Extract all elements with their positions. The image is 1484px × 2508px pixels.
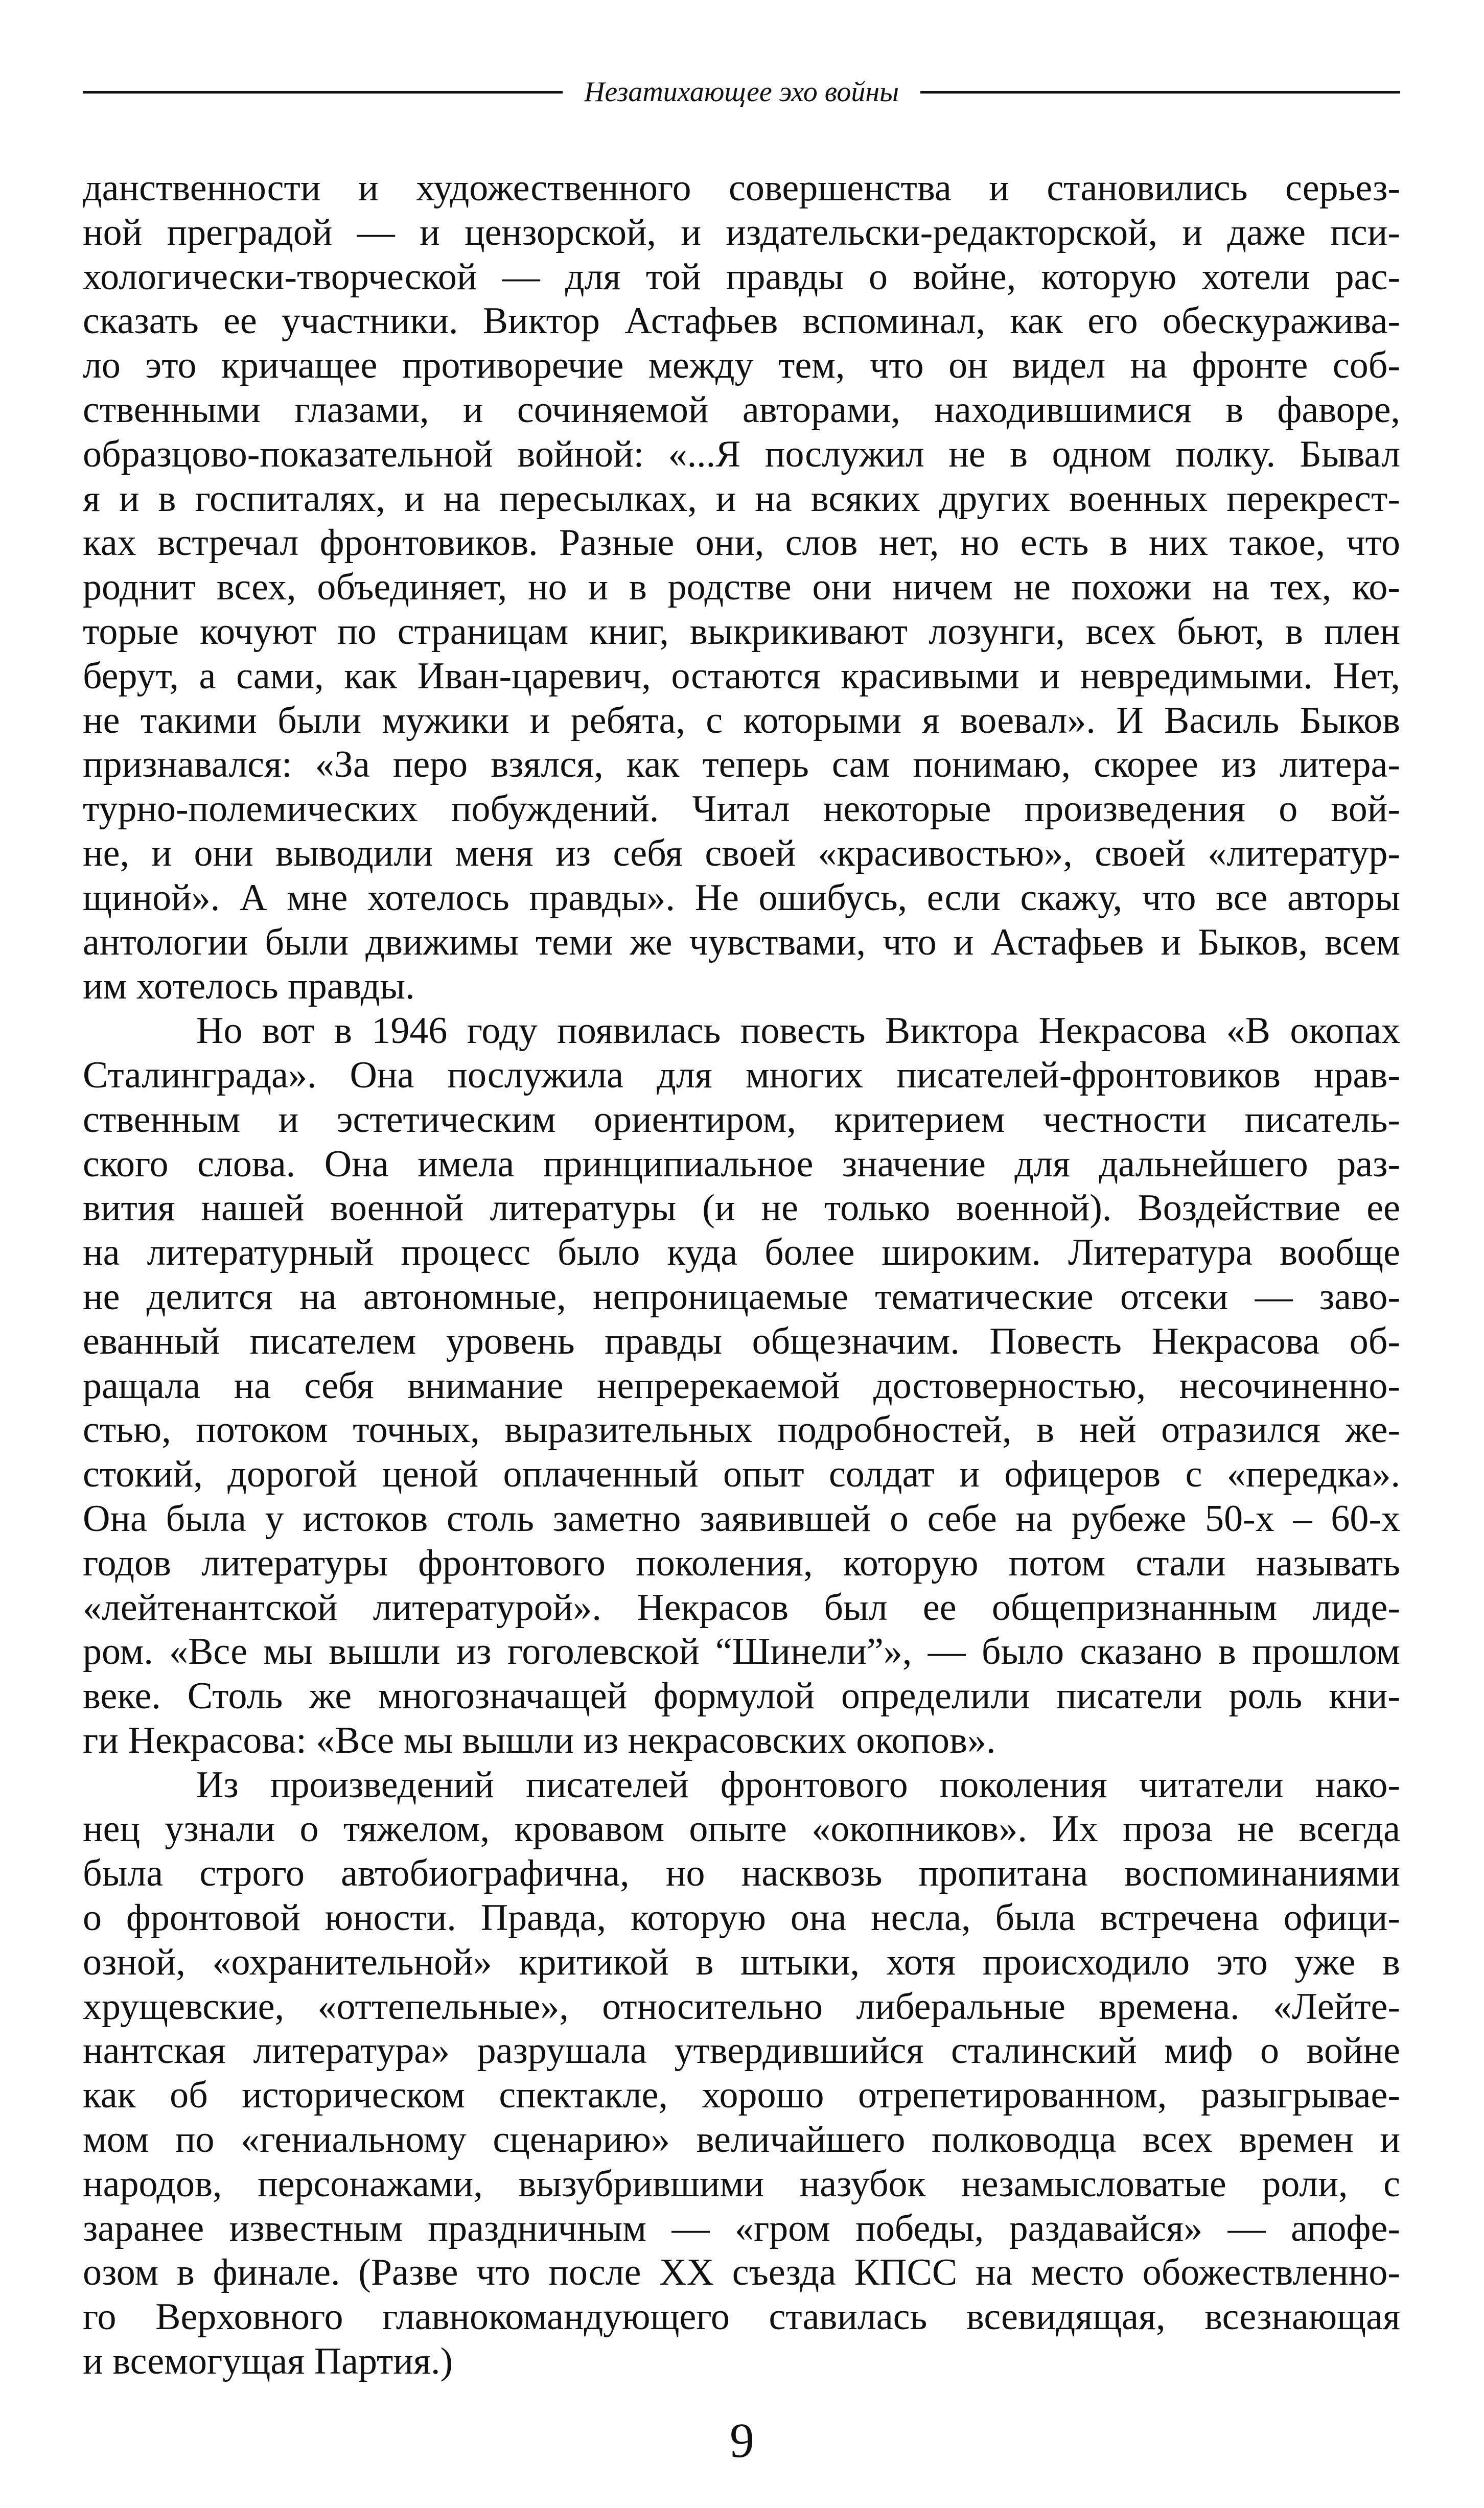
header-rule-left [83,91,563,94]
body-text [83,166,1400,2384]
text-line: «лейтенантской литературой». Некрасов был ее общепризнанным лиде- [83,1586,1400,1629]
text-line: ращала на себя внимание непререкаемой достоверностью, несочиненно- [83,1364,1400,1407]
text-line: ной преградой — и цензорской, и издательски-редакторской, и даже пси- [83,211,1400,253]
running-header [83,72,1400,112]
text-line: народов, персонажами, вызубрившими назубок незамысловатые роли, с [83,2163,1400,2205]
header-rule-right [920,91,1400,94]
text-line: торые кочуют по страницам книг, выкрикивают лозунги, всех бьют, в плен [83,610,1400,653]
text-line: Она была у истоков столь заметно заявившей о себе на рубеже 50-х – 60-х [83,1497,1400,1540]
text-line: Из произведений писателей фронтового поколения читатели нако- [196,1763,1400,1806]
text-line: и всемогущая Партия.) [83,2340,453,2383]
text-line: мом по «гениальному сценарию» величайшего полководца всех времен и [83,2119,1400,2161]
text-line: была строго автобиографична, но насквозь пропитана воспоминаниями [83,1852,1400,1895]
text-line: я и в госпиталях, и на пересылках, и на всяких других военных перекрест- [83,477,1400,520]
text-line: хологически-творческой — для той правды о войне, которую хотели рас- [83,256,1400,298]
text-line: признавался: «За перо взялся, как теперь сам понимаю, скорее из литера- [83,744,1400,786]
text-line: турно-полемических побуждений. Читал некоторые произведения о вой- [83,788,1400,830]
running-title: Незатихающее эхо войны [584,76,899,108]
text-line: ского слова. Она имела принципиальное значение для дальнейшего раз- [83,1143,1400,1185]
text-line: вития нашей военной литературы (и не только военной). Воздействие ее [83,1187,1400,1229]
text-line: Сталинграда». Она послужила для многих писателей-фронтовиков нрав- [83,1054,1400,1096]
text-line: ственным и эстетическим ориентиром, критерием честности писатель- [83,1098,1400,1141]
text-line: ственными глазами, и сочиняемой авторами, находившимися в фаворе, [83,388,1400,431]
text-line: ло это кричащее противоречие между тем, что он видел на фронте соб- [83,344,1400,387]
text-line: данственности и художественного совершенства и становились серьез- [83,167,1400,209]
text-line: ром. «Все мы вышли из гоголевской “Шинели”», — было сказано в прошлом [83,1631,1400,1673]
text-line: ках встречал фронтовиков. Разные они, слов нет, но есть в них такое, что [83,522,1400,564]
text-line: Но вот в 1946 году появилась повесть Виктора Некрасова «В окопах [196,1010,1400,1052]
text-line: им хотелось правды. [83,965,415,1008]
text-line: нантская литература» разрушала утвердившийся сталинский миф о войне [83,2030,1400,2072]
text-line: годов литературы фронтового поколения, которую потом стали называть [83,1542,1400,1584]
text-line: заранее известным праздничным — «гром победы, раздавайся» — апофе- [83,2207,1400,2249]
text-line: не делится на автономные, непроницаемые тематические отсеки — заво- [83,1275,1400,1318]
text-line: нец узнали о тяжелом, кровавом опыте «окопников». Их проза не всегда [83,1808,1400,1850]
page-number: 9 [730,2413,754,2468]
text-line: берут, а сами, как Иван-царевич, остаются красивыми и невредимыми. Нет, [83,655,1400,697]
text-line: как об историческом спектакле, хорошо отрепетированном, разыгрывае- [83,2074,1400,2117]
text-line: еванный писателем уровень правды общезначим. Повесть Некрасова об- [83,1320,1400,1362]
text-line: о фронтовой юности. Правда, которую она несла, была встречена офици- [83,1897,1400,1939]
text-line: антологии были движимы теми же чувствами, что и Астафьев и Быков, всем [83,921,1400,963]
text-line: на литературный процесс было куда более широким. Литература вообще [83,1232,1400,1274]
paragraph [83,1009,1400,1763]
text-line: образцово-показательной войной: «...Я послужил не в одном полку. Бывал [83,433,1400,475]
text-line: озной, «охранительной» критикой в штыки, хотя происходило это уже в [83,1941,1400,1983]
paragraph [83,166,1400,1009]
paragraph [83,1763,1400,2384]
text-line: роднит всех, объединяет, но и в родстве они ничем не похожи на тех, ко- [83,566,1400,609]
text-line: веке. Столь же многозначащей формулой определили писатели роль кни- [83,1675,1400,1717]
text-line: стокий, дорогой ценой оплаченный опыт солдат и офицеров с «передка». [83,1453,1400,1496]
text-line: ги Некрасова: «Все мы вышли из некрасовских окопов». [83,1719,996,1761]
text-line: озом в финале. (Разве что после XX съезда КПСС на место обожествленно- [83,2251,1400,2294]
text-line: хрущевские, «оттепельные», относительно либеральные времена. «Лейте- [83,1985,1400,2028]
text-line: щиной». А мне хотелось правды». Не ошибусь, если скажу, что все авторы [83,876,1400,919]
text-line: не, и они выводили меня из себя своей «красивостью», своей «литератур- [83,832,1400,874]
text-line: стью, потоком точных, выразительных подробностей, в ней отразился же- [83,1409,1400,1451]
text-line: не такими были мужики и ребята, с которыми я воевал». И Василь Быков [83,699,1400,741]
text-line: сказать ее участники. Виктор Астафьев вспоминал, как его обескуражива- [83,300,1400,342]
text-line: го Верховного главнокомандующего ставилась всевидящая, всезнающая [83,2296,1400,2338]
